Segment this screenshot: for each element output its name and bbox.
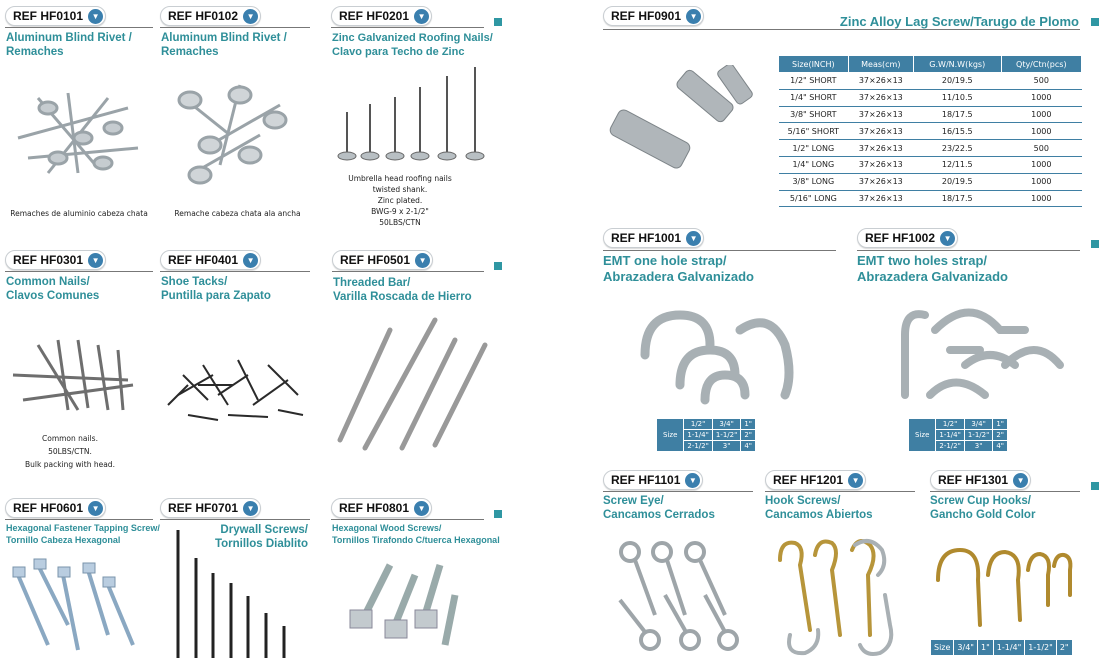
rivets-image: [8, 78, 148, 188]
divider: [5, 519, 153, 520]
size-label: Size: [909, 419, 936, 452]
table-cell: 18/17.5: [913, 190, 1001, 207]
table-cell: 12/11.5: [913, 156, 1001, 173]
divider: [603, 250, 836, 251]
lag-screw-spec-table: [778, 55, 1082, 207]
chevron-down-icon: ▼: [88, 9, 103, 24]
size-cell: 1": [977, 640, 993, 656]
size-cell: 1-1/2": [712, 430, 740, 441]
square-marker: [494, 510, 502, 518]
caption-hf0101: Remaches de aluminio cabeza chata: [10, 209, 148, 218]
size-cell: 2-1/2": [684, 441, 712, 452]
square-marker: [1091, 18, 1099, 26]
chevron-down-icon: ▼: [686, 9, 701, 24]
table-row: [779, 73, 1082, 90]
product-title-hf1001: EMT one hole strap/ Abrazadera Galvanizado: [603, 253, 754, 284]
divider: [160, 519, 310, 520]
table-cell: 37×26×13: [848, 73, 913, 90]
ref-badge-hf1001: REF HF1001 ▼: [603, 228, 704, 248]
table-cell: 37×26×13: [848, 140, 913, 157]
table-cell: 37×26×13: [848, 173, 913, 190]
table-cell: 1000: [1001, 89, 1081, 106]
caption-hf0102: Remache cabeza chata ala ancha: [174, 209, 301, 218]
size-cell: 1": [741, 419, 756, 430]
chevron-down-icon: ▼: [415, 253, 430, 268]
product-title-hf0301: Common Nails/ Clavos Comunes: [6, 276, 100, 302]
table-cell: 3/8" SHORT: [779, 106, 849, 123]
common-nails-image: [8, 330, 138, 415]
table-cell: 37×26×13: [848, 190, 913, 207]
table-cell: 1000: [1001, 106, 1081, 123]
table-cell: 18/17.5: [913, 106, 1001, 123]
roofing-nails-image: [335, 62, 490, 167]
chevron-down-icon: ▼: [686, 231, 701, 246]
table-cell: 1000: [1001, 156, 1081, 173]
divider: [603, 491, 753, 492]
shoe-tacks-image: [158, 345, 308, 430]
product-title-hf1002: EMT two holes strap/ Abrazadera Galvanizado: [857, 253, 1008, 284]
product-title-hf0901: Zinc Alloy Lag Screw/Tarugo de Plomo: [839, 14, 1079, 29]
cup-size-table: [930, 639, 1073, 656]
divider: [857, 250, 1080, 251]
lag-screw-anchors-image: [605, 65, 765, 190]
table-cell: 500: [1001, 140, 1081, 157]
size-cell: 1-1/2": [964, 430, 992, 441]
divider: [765, 491, 915, 492]
column-header: Meas(cm): [848, 56, 913, 73]
ref-badge-hf0501: REF HF0501 ▼: [332, 250, 433, 270]
divider: [5, 27, 153, 28]
table-cell: 1000: [1001, 173, 1081, 190]
size-cell: 1-1/4": [936, 430, 964, 441]
product-title-hf0102: Aluminum Blind Rivet / Remaches: [161, 32, 287, 58]
product-title-hf0501: Threaded Bar/ Varilla Roscada de Hierro: [333, 277, 472, 303]
table-cell: 23/22.5: [913, 140, 1001, 157]
chevron-down-icon: ▼: [243, 253, 258, 268]
strap-size-table-1002: [908, 418, 1008, 452]
table-cell: 1/4" LONG: [779, 156, 849, 173]
chevron-down-icon: ▼: [1013, 473, 1028, 488]
strap-size-table-1001: [656, 418, 756, 452]
table-row: [779, 156, 1082, 173]
caption-hf0301: Common nails. 50LBS/CTN. Bulk packing with head.: [25, 434, 115, 469]
ref-badge-hf0301: REF HF0301 ▼: [5, 250, 106, 270]
size-cell: 1/2": [684, 419, 712, 430]
table-row: [779, 140, 1082, 157]
size-cell: 1/2": [936, 419, 964, 430]
caption-hf0201: Umbrella head roofing nails twisted shank. Zinc plated. BWG-9 x 2-1/2" 50LBS/CTN: [348, 174, 452, 227]
one-hole-strap-image: [635, 305, 800, 410]
ref-badge-hf0701: REF HF0701 ▼: [160, 498, 261, 518]
wide-rivets-image: [170, 75, 300, 190]
size-cell: 3/4": [712, 419, 740, 430]
product-title-hf0201: Zinc Galvanized Roofing Nails/ Clavo para Techo de Zinc: [332, 32, 493, 58]
column-header: Size(INCH): [779, 56, 849, 73]
table-cell: 37×26×13: [848, 123, 913, 140]
square-marker: [494, 262, 502, 270]
table-cell: 37×26×13: [848, 89, 913, 106]
hex-tapping-screws-image: [8, 555, 143, 660]
cup-hooks-image: [930, 540, 1080, 632]
table-cell: 37×26×13: [848, 106, 913, 123]
table-cell: 11/10.5: [913, 89, 1001, 106]
ref-badge-hf1301: REF HF1301 ▼: [930, 470, 1031, 490]
size-cell: 3/4": [964, 419, 992, 430]
spec-table-body: [779, 73, 1082, 207]
chevron-down-icon: ▼: [848, 473, 863, 488]
table-cell: 1000: [1001, 123, 1081, 140]
ref-badge-hf1201: REF HF1201 ▼: [765, 470, 866, 490]
product-title-hf0401: Shoe Tacks/ Puntilla para Zapato: [161, 276, 271, 302]
size-cell: 2": [1056, 640, 1072, 656]
size-cell: 2": [993, 430, 1008, 441]
ref-badge-hf0102: REF HF0102 ▼: [160, 6, 261, 26]
table-cell: 1/2" SHORT: [779, 73, 849, 90]
chevron-down-icon: ▼: [414, 501, 429, 516]
divider: [331, 519, 484, 520]
ref-badge-hf0401: REF HF0401 ▼: [160, 250, 261, 270]
table-cell: 20/19.5: [913, 73, 1001, 90]
ref-badge-hf1002: REF HF1002 ▼: [857, 228, 958, 248]
table-cell: 5/16" LONG: [779, 190, 849, 207]
ref-badge-hf1101: REF HF1101 ▼: [603, 470, 703, 490]
ref-badge-hf0201: REF HF0201 ▼: [331, 6, 432, 26]
table-cell: 1000: [1001, 190, 1081, 207]
divider: [160, 27, 310, 28]
divider: [331, 27, 484, 28]
table-row: [779, 89, 1082, 106]
product-title-hf0101: Aluminum Blind Rivet / Remaches: [6, 32, 132, 58]
divider: [332, 271, 484, 272]
size-cell: 3": [712, 441, 740, 452]
column-header: G.W/N.W(kgs): [913, 56, 1001, 73]
column-header: Qty/Ctn(pcs): [1001, 56, 1081, 73]
table-cell: 1/2" LONG: [779, 140, 849, 157]
drywall-screws-image: [168, 528, 303, 660]
two-holes-strap-image: [895, 295, 1075, 405]
chevron-down-icon: ▼: [243, 9, 258, 24]
hex-wood-screws-image: [345, 555, 470, 655]
product-title-hf1201: Hook Screws/ Cancamos Abiertos: [765, 495, 873, 521]
table-cell: 16/15.5: [913, 123, 1001, 140]
size-cell: 2": [741, 430, 756, 441]
size-cell: 3": [964, 441, 992, 452]
chevron-down-icon: ▼: [685, 473, 700, 488]
size-label: Size: [931, 640, 954, 656]
table-cell: 1/4" SHORT: [779, 89, 849, 106]
table-row: [779, 123, 1082, 140]
product-title-hf1301: Screw Cup Hooks/ Gancho Gold Color: [930, 495, 1036, 521]
size-cell: 2-1/2": [936, 441, 964, 452]
table-cell: 3/8" LONG: [779, 173, 849, 190]
table-row: [779, 190, 1082, 207]
square-marker: [1091, 240, 1099, 248]
product-title-hf1101: Screw Eye/ Cancamos Cerrados: [603, 495, 715, 521]
chevron-down-icon: ▼: [243, 501, 258, 516]
size-label: Size: [657, 419, 684, 452]
threaded-bar-image: [330, 315, 495, 455]
table-cell: 37×26×13: [848, 156, 913, 173]
square-marker: [1091, 482, 1099, 490]
chevron-down-icon: ▼: [940, 231, 955, 246]
divider: [160, 271, 310, 272]
ref-badge-hf0901: REF HF0901 ▼: [603, 6, 704, 26]
size-cell: 3/4": [954, 640, 978, 656]
product-title-hf0701: Drywall Screws/ Tornillos Diablito: [214, 524, 308, 550]
size-cell: 1-1/4": [684, 430, 712, 441]
ref-badge-hf0801: REF HF0801 ▼: [331, 498, 432, 518]
divider: [930, 491, 1080, 492]
table-cell: 500: [1001, 73, 1081, 90]
chevron-down-icon: ▼: [88, 253, 103, 268]
table-row: [779, 173, 1082, 190]
size-cell: 4": [993, 441, 1008, 452]
size-cell: 1-1/2": [1025, 640, 1057, 656]
product-title-hf0601: Hexagonal Fastener Tapping Screw/ Tornillo Cabeza Hexagonal: [6, 523, 160, 545]
screw-eyes-image: [610, 540, 750, 658]
chevron-down-icon: ▼: [414, 9, 429, 24]
ref-badge-hf0101: REF HF0101 ▼: [5, 6, 106, 26]
divider: [5, 271, 153, 272]
ref-badge-hf0601: REF HF0601 ▼: [5, 498, 106, 518]
product-title-hf0801: Hexagonal Wood Screws/ Tornillos Tirafondo C/tuerca Hexagonal: [332, 523, 500, 545]
table-row: [779, 106, 1082, 123]
table-cell: 5/16" SHORT: [779, 123, 849, 140]
size-cell: 4": [741, 441, 756, 452]
chevron-down-icon: ▼: [88, 501, 103, 516]
square-marker: [494, 18, 502, 26]
size-cell: 1-1/4": [993, 640, 1025, 656]
hook-screws-image: [770, 535, 910, 657]
table-cell: 20/19.5: [913, 173, 1001, 190]
size-cell: 1": [993, 419, 1008, 430]
